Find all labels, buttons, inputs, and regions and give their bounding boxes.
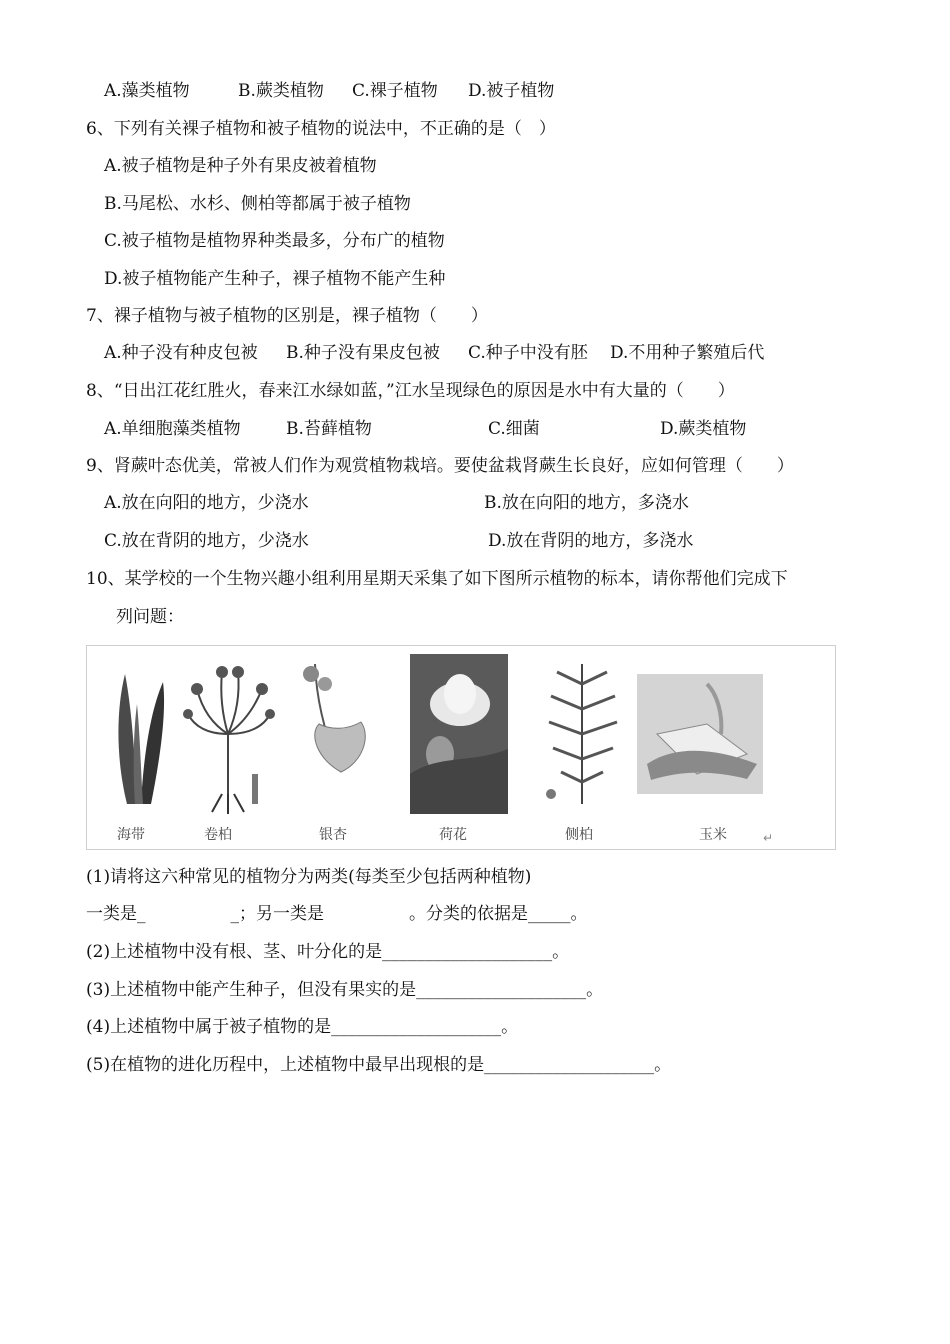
q10-part1: (1)请将这六种常见的植物分为两类(每类至少包括两种植物): [86, 867, 532, 887]
q5-option-c: C.裸子植物: [352, 81, 438, 101]
q7-option-c: C.种子中没有胚: [468, 343, 588, 363]
q8-option-b: B.苔藓植物: [286, 419, 372, 439]
q10-stem-line1: 10、某学校的一个生物兴趣小组利用星期天采集了如下图所示植物的标本，请你帮他们完成下: [86, 569, 788, 589]
corn-image: [637, 654, 763, 794]
q9-option-a: A.放在向阳的地方，少浇水: [104, 493, 309, 513]
lotus-image: [410, 654, 508, 814]
q6-option-c: C.被子植物是植物界种类最多，分布广的植物: [104, 231, 445, 251]
q9-option-b: B.放在向阳的地方，多浇水: [484, 493, 689, 513]
caption-corn: 玉米: [699, 827, 727, 843]
q10-part5: (5)在植物的进化历程中，上述植物中最早出现根的是____________________。: [86, 1055, 672, 1075]
q6-option-a: A.被子植物是种子外有果皮被着植物: [104, 156, 377, 176]
paragraph-mark-icon: ↵: [763, 831, 774, 845]
q10-stem-line2: 列问题：: [116, 607, 184, 627]
q5-option-d: D.被子植物: [468, 81, 555, 101]
q8-stem: 8、“日出江花红胜火，春来江水绿如蓝，”江水呈现绿色的原因是水中有大量的（ ）: [86, 381, 735, 401]
q6-option-b: B.马尾松、水杉、侧柏等都属于被子植物: [104, 194, 411, 214]
q7-option-b: B.种子没有果皮包被: [286, 343, 440, 363]
caption-arborvitae: 侧柏: [565, 827, 593, 843]
q7-stem: 7、裸子植物与被子植物的区别是，裸子植物（ ）: [86, 306, 488, 326]
q9-option-d: D.放在背阴的地方，多浇水: [488, 531, 694, 551]
ginkgo-image: [297, 654, 377, 814]
q7-option-d: D.不用种子繁殖后代: [610, 343, 765, 363]
q9-stem: 9、肾蕨叶态优美，常被人们作为观赏植物栽培。要使盆栽肾蕨生长良好，应如何管理（ ）: [86, 456, 794, 476]
kelp-image: [107, 654, 177, 814]
q10-part2: (2)上述植物中没有根、茎、叶分化的是____________________。: [86, 942, 570, 962]
q10-part3: (3)上述植物中能产生种子，但没有果实的是____________________。: [86, 980, 604, 1000]
caption-lotus: 荷花: [439, 827, 467, 843]
q8-option-d: D.蕨类植物: [660, 419, 747, 439]
q7-option-a: A.种子没有种皮包被: [104, 343, 258, 363]
q9-option-c: C.放在背阴的地方，少浇水: [104, 531, 309, 551]
caption-selaginella: 卷柏: [204, 827, 232, 843]
arborvitae-image: [537, 654, 627, 814]
q10-part1-blanks: 一类是_ _；另一类是 。分类的依据是_____。: [86, 904, 588, 924]
q5-option-b: B.蕨类植物: [238, 81, 324, 101]
plant-figure: [86, 645, 836, 850]
q6-stem: 6、下列有关裸子植物和被子植物的说法中，不正确的是（ ）: [86, 119, 556, 139]
caption-ginkgo: 银杏: [319, 827, 347, 843]
selaginella-image: [182, 654, 277, 814]
q6-option-d: D.被子植物能产生种子，裸子植物不能产生种: [104, 269, 446, 289]
caption-kelp: 海带: [117, 827, 145, 843]
q5-option-a: A.藻类植物: [104, 81, 190, 101]
q8-option-c: C.细菌: [488, 419, 540, 439]
q8-option-a: A.单细胞藻类植物: [104, 419, 241, 439]
q10-part4: (4)上述植物中属于被子植物的是____________________。: [86, 1017, 519, 1037]
